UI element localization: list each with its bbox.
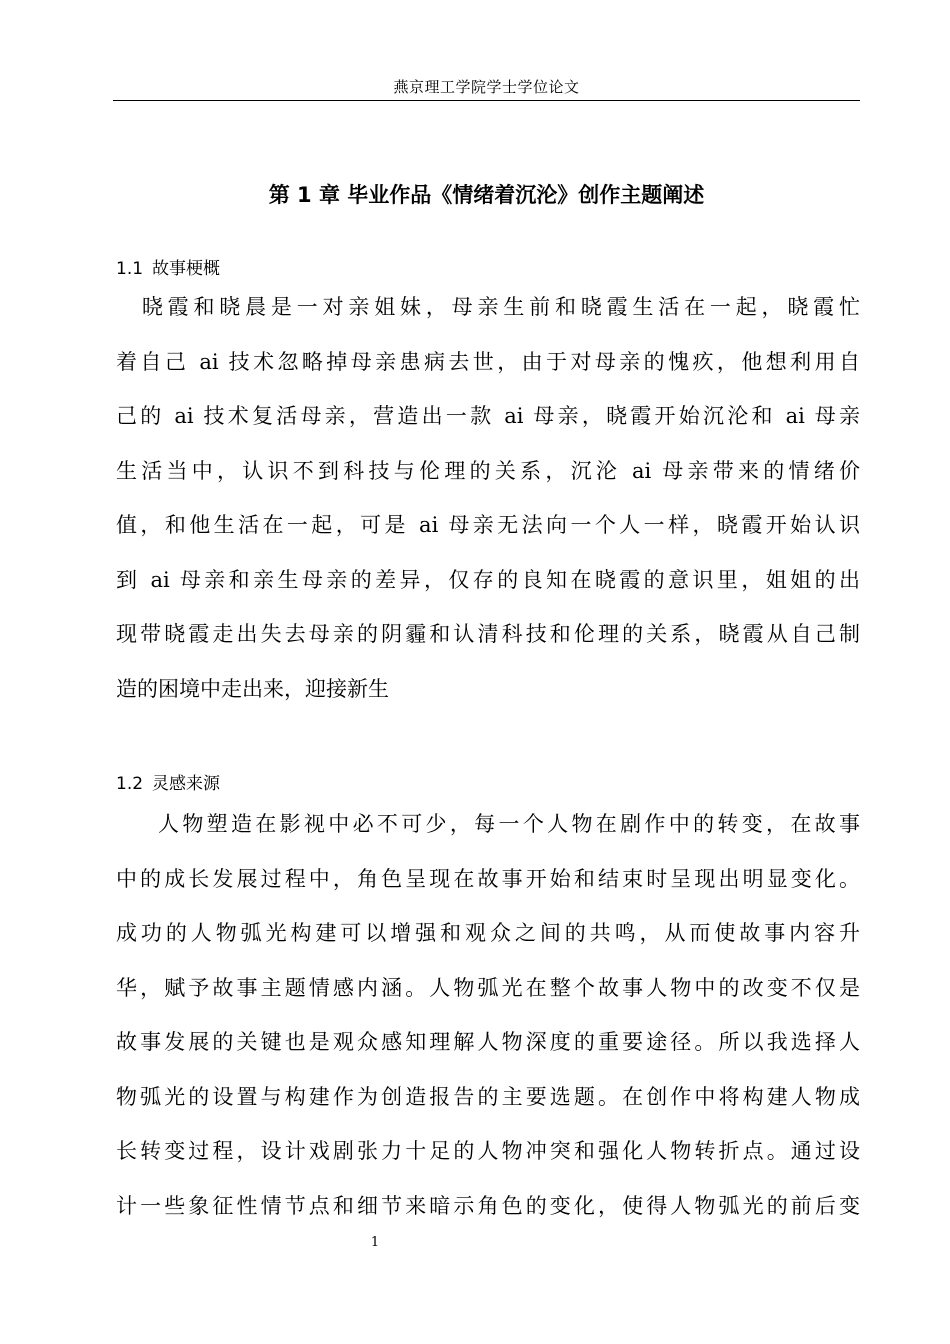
- section-heading-1-1: [116, 257, 220, 281]
- paragraph-line: 计一些象征性情节点和细节来暗示角色的变化，使得人物弧光的前后变: [116, 1193, 860, 1218]
- paragraph-line: 着自己 ai 技术忽略掉母亲患病去世，由于对母亲的愧疚，他想利用自: [116, 349, 860, 374]
- paragraph-line: 己的 ai 技术复活母亲，营造出一款 ai 母亲，晓霞开始沉沦和 ai 母亲: [116, 404, 860, 428]
- section-heading-1-2: [116, 772, 220, 796]
- paragraph-line: 故事发展的关键也是观众感知理解人物深度的重要途径。所以我选择人: [116, 1030, 860, 1054]
- section-paragraph-1-1: [116, 280, 860, 716]
- paragraph-line: 物弧光的设置与构建作为创造报告的主要选题。在创作中将构建人物成: [116, 1084, 860, 1109]
- paragraph-line: 现带晓霞走出失去母亲的阴霾和认清科技和伦理的关系，晓霞从自己制: [116, 622, 860, 646]
- paragraph-line: 到 ai 母亲和亲生母亲的差异，仅存的良知在晓霞的意识里，姐姐的出: [116, 567, 860, 592]
- paragraph-line: 长转变过程，设计戏剧张力十足的人物冲突和强化人物转折点。通过设: [116, 1139, 860, 1163]
- paragraph-line: 造的困境中走出来，迎接新生: [116, 676, 389, 701]
- section-number: 1.2: [116, 774, 144, 794]
- paragraph-line: 中的成长发展过程中，角色呈现在故事开始和结束时呈现出明显变化。: [116, 866, 860, 891]
- paragraph-line: 人物塑造在影视中必不可少，每一个人物在剧作中的转变，在故事: [158, 812, 860, 836]
- header-rule: [113, 100, 860, 101]
- running-header: 燕京理工学院学士学位论文: [393, 78, 580, 96]
- section-number: 1.1: [116, 259, 144, 279]
- section-paragraph-1-2: [116, 797, 860, 1233]
- paragraph-line: 值，和他生活在一起，可是 ai 母亲无法向一个人一样，晓霞开始认识: [116, 513, 860, 537]
- paragraph-line: 生活当中，认识不到科技与伦理的关系，沉沦 ai 母亲带来的情绪价: [116, 458, 860, 483]
- section-title: 故事梗概: [152, 259, 221, 279]
- page-number: 1: [370, 1235, 380, 1250]
- chapter-title: 第 1 章 毕业作品《情绪着沉沦》创作主题阐述: [268, 183, 705, 207]
- paragraph-line: 成功的人物弧光构建可以增强和观众之间的共鸣，从而使故事内容升: [116, 921, 860, 945]
- paragraph-line: 晓霞和晓晨是一对亲姐妹，母亲生前和晓霞生活在一起，晓霞忙: [116, 295, 860, 319]
- section-title: 灵感来源: [152, 774, 221, 794]
- paragraph-line: 华，赋予故事主题情感内涵。人物弧光在整个故事人物中的改变不仅是: [116, 975, 860, 1000]
